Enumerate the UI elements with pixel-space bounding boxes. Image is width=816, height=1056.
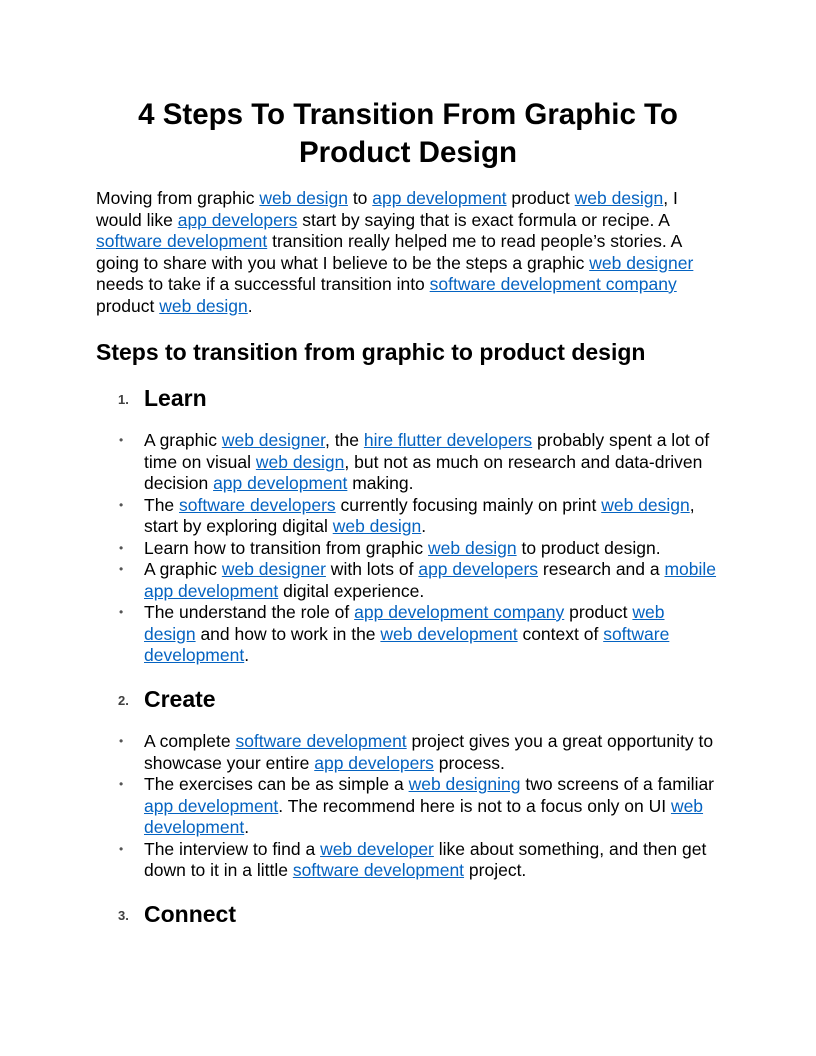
step-title: Create (144, 686, 216, 712)
bullet-text: The exercises can be as simple a (144, 774, 409, 794)
intro-text: to (347, 188, 373, 208)
link-mobile-app-development[interactable]: mobile app development (144, 559, 717, 601)
list-item (119, 559, 720, 602)
bullet-text: two screens of a familiar (520, 774, 715, 794)
bullet-text: probably spent a lot of time on visual (144, 430, 710, 472)
link-software-development-company[interactable]: software development company (429, 274, 677, 294)
intro-text: transition really helped me to read people’s stories. A going to share with you what I believe to be the steps a graphic (96, 231, 682, 273)
link-web-design[interactable]: web design (428, 537, 517, 558)
step-title: Learn (144, 385, 207, 411)
link-app-development-company[interactable]: app development company (354, 602, 565, 622)
bullet-icon: • (119, 433, 124, 447)
link-app-development[interactable]: app development (213, 473, 348, 493)
link-software-development[interactable]: software development (96, 231, 268, 251)
intro-text: Moving from graphic (96, 188, 260, 208)
bullet-text: with lots of (325, 559, 419, 579)
bullet-icon: • (119, 562, 124, 576)
link-software-development[interactable]: software development (235, 731, 407, 751)
link-web-design[interactable]: web design (601, 494, 690, 515)
bullet-text: The understand the role of (144, 602, 355, 622)
step-number: 3. (118, 908, 129, 923)
step-number: 2. (118, 693, 129, 708)
bullet-text: making. (347, 473, 414, 493)
bullet-text: The (144, 494, 180, 515)
link-web-developer[interactable]: web developer (320, 838, 434, 859)
link-web-designing[interactable]: web designing (408, 774, 521, 794)
bullet-text: research and a (538, 559, 665, 579)
link-app-developers[interactable]: app developers (314, 752, 434, 773)
link-hire-flutter-developers[interactable]: hire flutter developers (363, 430, 533, 450)
link-web-design[interactable]: web design (144, 602, 665, 644)
bullet-text: , but not as much on research and data-driven decision (144, 451, 703, 493)
bullet-text: . (244, 645, 250, 665)
bullet-text: like about something, and then get down to it in a little (144, 838, 707, 880)
bullet-text: currently focusing mainly on print (335, 494, 602, 515)
link-web-designer[interactable]: web designer (221, 430, 325, 450)
bullet-text: , the (324, 430, 364, 450)
intro-text: product (506, 188, 575, 208)
list-item (119, 774, 720, 839)
bullet-text: project gives you a great opportunity to showcase your entire (144, 731, 714, 773)
bullet-text: The interview to find a (144, 838, 321, 859)
bullet-text: product (564, 602, 633, 622)
list-item (119, 731, 720, 774)
bullet-text: context of (517, 623, 604, 644)
bullet-icon: • (119, 777, 124, 791)
bullet-text: A graphic (144, 430, 222, 450)
list-item (119, 537, 720, 560)
bullet-icon: • (119, 605, 124, 619)
link-web-design[interactable]: web design (259, 188, 348, 208)
bullet-icon: • (119, 540, 124, 555)
intro-text: . (247, 295, 253, 316)
link-web-design[interactable]: web design (574, 188, 664, 208)
link-web-design[interactable]: web design (332, 516, 422, 536)
bullet-icon: • (119, 841, 124, 856)
bullet-text: process. (433, 752, 505, 773)
link-app-developers[interactable]: app developers (418, 559, 539, 579)
bullet-text: . The recommend here is not to a focus only on UI (278, 795, 671, 816)
link-software-development[interactable]: software development (144, 623, 670, 665)
bullet-icon: • (119, 497, 124, 512)
link-web-designer[interactable]: web designer (589, 252, 694, 273)
link-web-development[interactable]: web development (144, 795, 704, 837)
bullet-text: to product design. (516, 537, 661, 558)
intro-text: needs to take if a successful transition into (96, 274, 430, 294)
bullet-text: and how to work in the (195, 623, 381, 644)
step-title: Connect (144, 901, 236, 927)
learn-bullet-list (119, 430, 720, 667)
bullet-text: A graphic (144, 559, 222, 579)
bullet-text: project. (464, 860, 527, 880)
link-web-design[interactable]: web design (255, 451, 345, 472)
bullet-text: , start by exploring digital (144, 494, 695, 536)
link-web-design[interactable]: web design (159, 295, 248, 316)
link-app-development[interactable]: app development (372, 188, 507, 208)
link-app-development[interactable]: app development (144, 795, 279, 816)
bullet-text: A complete (144, 731, 236, 751)
link-web-development[interactable]: web development (380, 623, 518, 644)
section-heading: Steps to transition from graphic to product design (96, 339, 646, 365)
step-number: 1. (118, 392, 129, 407)
bullet-icon: • (119, 734, 124, 748)
list-item (119, 838, 720, 882)
link-software-development[interactable]: software development (292, 860, 465, 880)
bullet-text: digital experience. (278, 580, 425, 601)
list-item (119, 430, 720, 495)
intro-text: product (96, 295, 160, 316)
intro-text: start by saying that is exact formula or recipe. A (297, 209, 669, 230)
bullet-text: . (244, 817, 250, 837)
page-title: 4 Steps To Transition From Graphic To Product Design (138, 98, 678, 169)
list-item (119, 602, 720, 667)
create-bullet-list (119, 731, 720, 882)
bullet-text: . (421, 516, 427, 536)
bullet-text: Learn how to transition from graphic (144, 537, 429, 558)
list-item (119, 494, 720, 538)
link-app-developers[interactable]: app developers (177, 209, 298, 230)
intro-text: , I would like (96, 188, 678, 230)
link-software-developers[interactable]: software developers (179, 494, 336, 515)
link-web-designer[interactable]: web designer (221, 559, 326, 579)
intro-paragraph (96, 188, 720, 317)
